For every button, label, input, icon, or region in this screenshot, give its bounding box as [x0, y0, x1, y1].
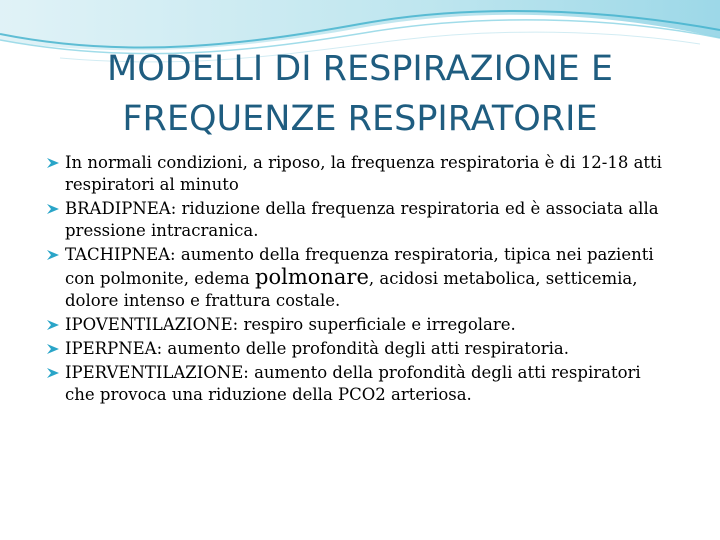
- arrow-bullet-icon: [46, 249, 60, 261]
- arrow-bullet-icon: [46, 343, 60, 355]
- bullet-item: [46, 314, 666, 336]
- slide-title-line-1: MODELLI DI RESPIRAZIONE E: [107, 49, 613, 89]
- slide-title: [40, 44, 680, 144]
- bullet-item: [46, 244, 666, 312]
- bullet-text: IPERPNEA: aumento delle profondità degli atti respiratoria.: [65, 339, 569, 358]
- arrow-bullet-icon: [46, 319, 60, 331]
- bullet-text: IPOVENTILAZIONE: respiro superficiale e irregolare.: [65, 315, 516, 334]
- bullet-item: [46, 198, 666, 242]
- bullet-item: [46, 152, 666, 196]
- bullet-text: BRADIPNEA: riduzione della frequenza respiratoria ed è associata alla pressione intracranica.: [65, 199, 659, 240]
- bullet-text-emphasis: polmonare: [255, 265, 369, 289]
- bullet-text: In normali condizioni, a riposo, la frequenza respiratoria è di 12-18 atti respiratori al minuto: [65, 153, 662, 194]
- bullet-text: IPERVENTILAZIONE: aumento della profondità degli atti respiratori che provoca una riduzione della PCO2 arteriosa.: [65, 363, 641, 404]
- slide-title-line-2: FREQUENZE RESPIRATORIE: [122, 99, 598, 139]
- bullet-text: , acidosi metabolica, setticemia, dolore intenso e frattura costale.: [65, 269, 638, 310]
- arrow-bullet-icon: [46, 367, 60, 379]
- arrow-bullet-icon: [46, 157, 60, 169]
- bullet-item: [46, 362, 666, 406]
- bullet-list: [46, 152, 666, 408]
- bullet-text: TACHIPNEA: aumento della frequenza respiratoria, tipica nei pazienti con polmonite, edema: [65, 245, 654, 288]
- arrow-bullet-icon: [46, 203, 60, 215]
- bullet-item: [46, 338, 666, 360]
